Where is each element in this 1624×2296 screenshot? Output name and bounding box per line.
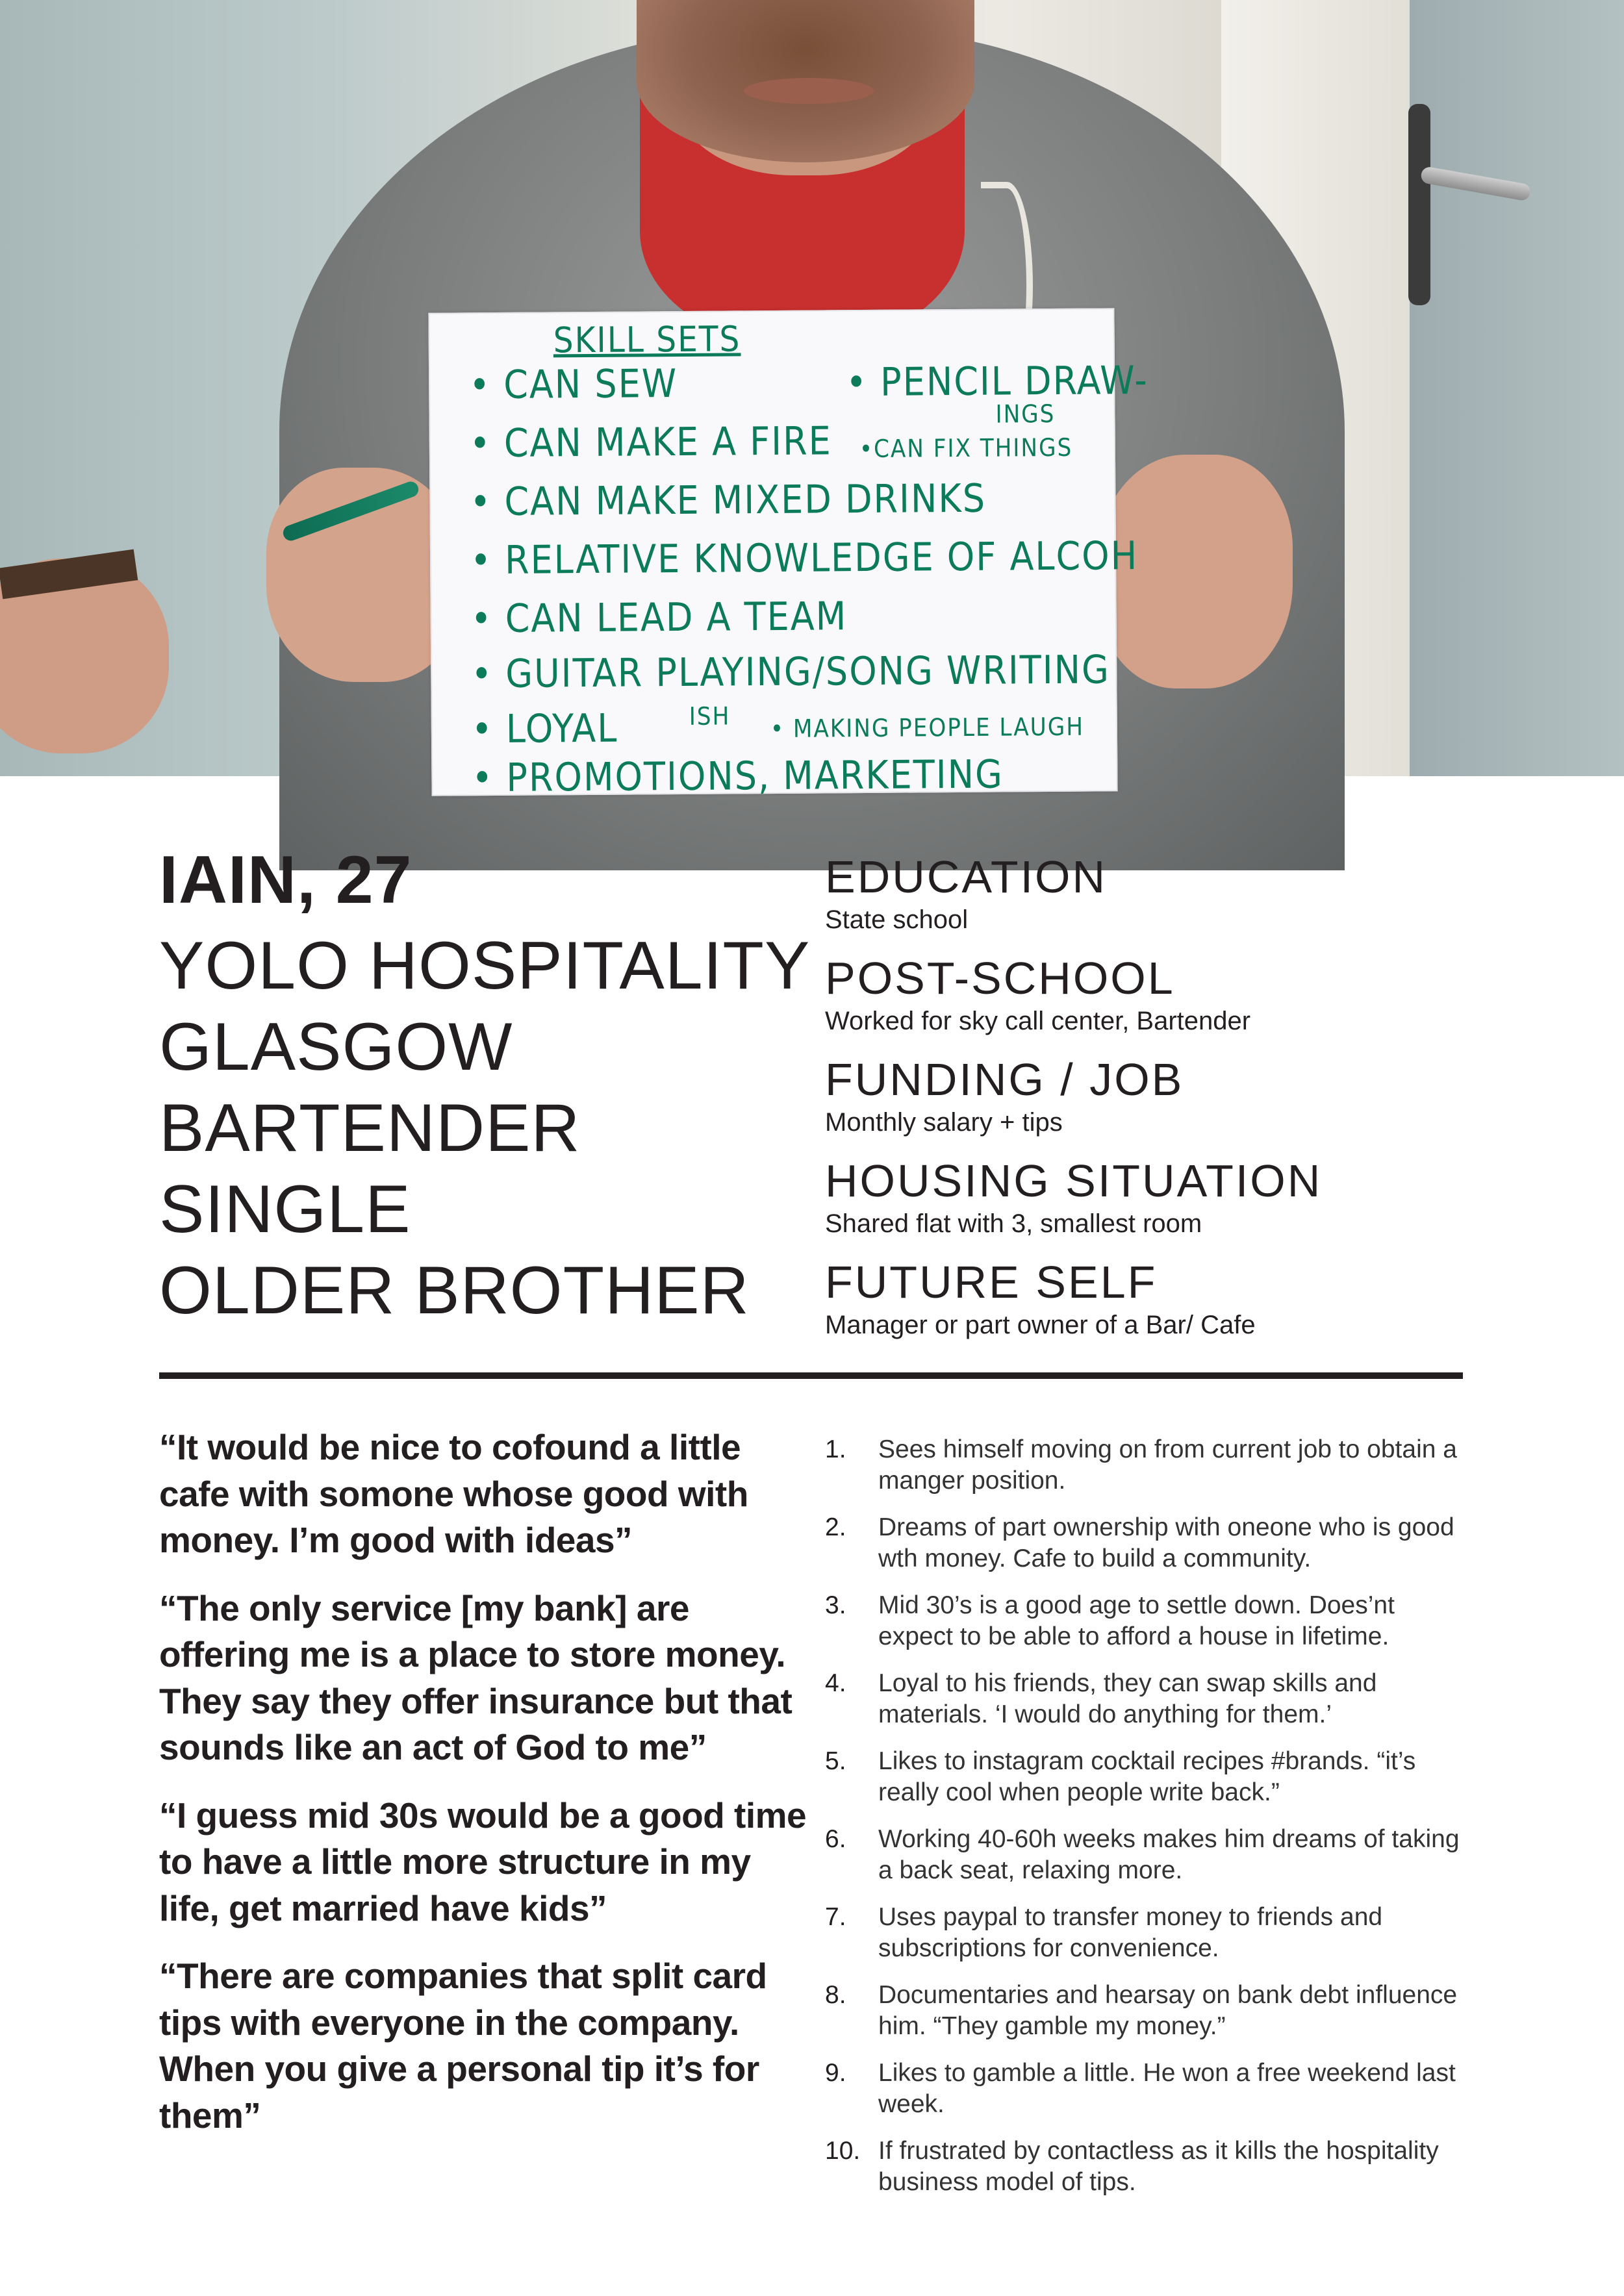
persona-name: IAIN, 27	[159, 842, 412, 918]
fact-post-school	[825, 951, 1592, 1052]
fact-value: Shared flat with 3, smallest room	[825, 1209, 1202, 1238]
mouth	[744, 78, 874, 104]
fact-value: State school	[825, 905, 969, 934]
insight-text: Likes to instagram cocktail recipes #brands. “it’s really cool when people write back.”	[878, 1747, 1416, 1806]
quote: “It would be nice to cofound a little cafe with somone whose good with money. I’m good with ideas”	[159, 1427, 748, 1560]
fact-heading: FUTURE SELF	[825, 1257, 1158, 1307]
attribute-job: BARTENDER	[159, 1091, 581, 1166]
insight-item	[825, 1668, 1475, 1746]
fact-future-self	[825, 1255, 1592, 1356]
insight-number: 8.	[825, 1981, 846, 2009]
persona-attributes	[159, 926, 810, 1331]
sheet-line: • CAN LEAD A TEAM	[470, 594, 848, 642]
insight-item	[825, 1434, 1475, 1512]
insight-text: Documentaries and hearsay on bank debt influence him. “They gamble my money.”	[878, 1981, 1458, 2040]
insight-item	[825, 1746, 1475, 1824]
sheet-ish: ISH	[689, 701, 731, 731]
fact-funding-job	[825, 1052, 1592, 1154]
sheet-line-right: •CAN FIX THINGS	[859, 433, 1073, 464]
insight-number: 6.	[825, 1825, 846, 1853]
sheet-line: • CAN MAKE A FIRE	[469, 418, 832, 467]
fact-value: Worked for sky call center, Bartender	[825, 1007, 1251, 1035]
insight-item	[825, 1512, 1475, 1590]
quote: “There are companies that split card tips with everyone in the company. When you give a personal tip it’s for them”	[159, 1956, 767, 2136]
sheet-title: SKILL SETS	[553, 318, 741, 361]
sheet-line: • LOYAL	[471, 705, 618, 753]
fact-value: Monthly salary + tips	[825, 1108, 1063, 1137]
persona-facts	[825, 850, 1592, 1356]
attribute-relationship: SINGLE	[159, 1172, 411, 1247]
sheet-line: • RELATIVE KNOWLEDGE OF ALCOH	[470, 533, 1139, 584]
insight-item	[825, 2058, 1475, 2136]
fact-heading: HOUSING SITUATION	[825, 1155, 1323, 1206]
fact-heading: EDUCATION	[825, 852, 1108, 902]
attribute-employer: YOLO HOSPITALITY	[159, 928, 811, 1003]
door-handle-plate	[1408, 104, 1430, 305]
section-divider	[159, 1372, 1463, 1379]
insight-text: Uses paypal to transfer money to friends and subscriptions for convenience.	[878, 1903, 1383, 1962]
insight-number: 4.	[825, 1669, 846, 1697]
sheet-line-right: • PENCIL DRAW-	[845, 357, 1148, 406]
insight-number: 2.	[825, 1513, 846, 1541]
sheet-line-right: INGS	[995, 399, 1056, 429]
insight-number: 9.	[825, 2059, 846, 2087]
insight-item	[825, 2136, 1475, 2214]
insights-list	[825, 1434, 1475, 2214]
insight-item	[825, 1590, 1475, 1668]
insight-item	[825, 1824, 1475, 1902]
insight-text: Sees himself moving on from current job to obtain a manger position.	[878, 1435, 1457, 1495]
sheet-line: • GUITAR PLAYING/SONG WRITING	[471, 647, 1111, 698]
attribute-city: GLASGOW	[159, 1009, 513, 1085]
insight-text: Dreams of part ownership with oneone who is good wth money. Cafe to build a community.	[878, 1513, 1454, 1572]
quote: “The only service [my bank] are offering me is a place to store money. They say they offer insurance but that sounds like an act of God to me”	[159, 1587, 793, 1767]
insight-number: 1.	[825, 1435, 846, 1463]
fact-housing	[825, 1154, 1592, 1255]
skill-sheet	[428, 308, 1148, 801]
insight-item	[825, 1902, 1475, 1980]
insight-text: Working 40-60h weeks makes him dreams of taking a back seat, relaxing more.	[878, 1825, 1460, 1884]
insight-number: 10.	[825, 2137, 861, 2165]
insight-number: 7.	[825, 1903, 846, 1931]
quotes-column	[159, 1424, 809, 2160]
sheet-line-right: • MAKING PEOPLE LAUGH	[770, 712, 1085, 744]
insight-text: Loyal to his friends, they can swap skills and materials. ‘I would do anything for them.’	[878, 1669, 1377, 1728]
sheet-line: • CAN MAKE MIXED DRINKS	[470, 475, 987, 525]
fact-education	[825, 850, 1592, 951]
insight-text: Likes to gamble a little. He won a free weekend last week.	[878, 2059, 1456, 2118]
door	[1410, 0, 1624, 776]
fact-heading: FUNDING / JOB	[825, 1054, 1184, 1105]
attribute-family: OLDER BROTHER	[159, 1253, 750, 1328]
fact-heading: POST-SCHOOL	[825, 953, 1175, 1003]
sheet-line: • CAN SEW	[468, 361, 678, 409]
quote: “I guess mid 30s would be a good time to have a little more structure in my life, get married have kids”	[159, 1795, 807, 1928]
insight-number: 5.	[825, 1747, 846, 1775]
insight-number: 3.	[825, 1591, 846, 1619]
insight-text: If frustrated by contactless as it kills the hospitality business model of tips.	[878, 2137, 1439, 2196]
sheet-line: • PROMOTIONS, MARKETING	[472, 751, 1004, 801]
insight-text: Mid 30’s is a good age to settle down. Does’nt expect to be able to afford a house in lifetime.	[878, 1591, 1395, 1650]
persona-photo	[0, 0, 1624, 801]
insight-item	[825, 1980, 1475, 2058]
fact-value: Manager or part owner of a Bar/ Cafe	[825, 1311, 1256, 1339]
